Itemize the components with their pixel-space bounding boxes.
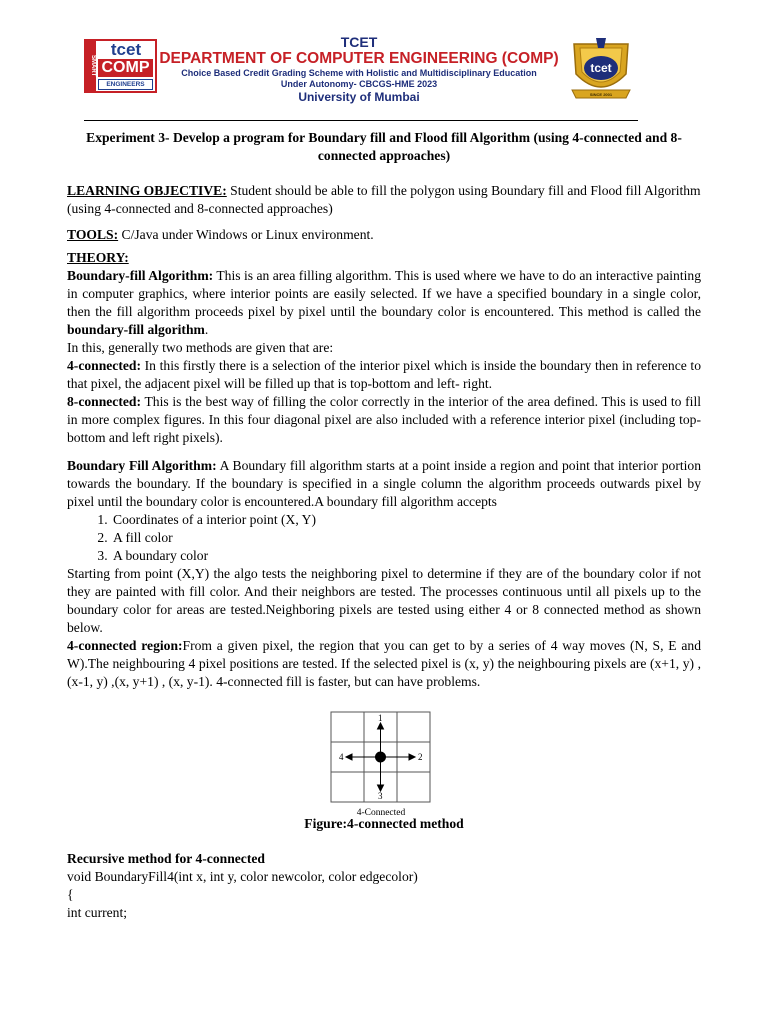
region4-label: 4-connected region: — [67, 638, 183, 653]
code-line: int current; — [67, 905, 128, 920]
list-item: 3. A boundary color — [111, 547, 701, 565]
theory-section — [67, 249, 701, 447]
logo-ribbon-text: SINCE 2001 — [589, 92, 613, 97]
header-text — [154, 34, 564, 105]
header-department: DEPARTMENT OF COMPUTER ENGINEERING (COMP) — [159, 50, 559, 67]
boundary-fill-text: This is an area filling algorithm. This is used where we have to do an interactive painting in computer graphics, where interior points are easily selected. If we have a specified boundary in a single color, then the fill algorithm proceeds pixel by pixel until the boundary color is encountered. This method is called the — [67, 268, 702, 319]
eight-connected-label: 8-connected: — [67, 394, 141, 409]
logo-right-text: tcet — [590, 61, 612, 75]
figure-inner-caption: 4-Connected — [356, 808, 406, 817]
logo-comp-text: COMP — [98, 59, 153, 77]
methods-intro: In this, generally two methods are given that are: — [67, 340, 334, 355]
center-pixel — [376, 752, 386, 762]
eight-connected-text: This is the best way of filling the color correctly in the interior of the area defined. This is used to fill in more complex figures. In this four diagonal pixel are also included with a reference interior pixel (including top-bottom and left right pixels). — [67, 394, 701, 445]
tools-text: C/Java under Windows or Linux environment. — [118, 227, 374, 242]
arrowhead-east — [409, 754, 415, 760]
header-divider — [84, 120, 638, 121]
tcet-seal-logo — [568, 34, 634, 102]
region4-text: From a given pixel, the region that you can get to by a series of 4 way moves (N, S, E and W).The neighbouring 4 pixel positions are tested. If the selected pixel is (x, y) the neighbouring pixels are (x+1, y) , (x-1, y) ,(x, y+1) , (x, y-1). 4-connected fill is faster, but can have problems. — [67, 638, 701, 689]
tcet-comp-logo — [84, 39, 157, 93]
code-line: void BoundaryFill4(int x, int y, color newcolor, color edgecolor) — [67, 869, 418, 884]
list-item: 2. A fill color — [111, 529, 701, 547]
logo-tcet-text: tcet — [110, 40, 142, 59]
boundary-fill-bold: boundary-fill algorithm — [67, 322, 205, 337]
learning-objective-text: Student should be able to fill the polygon using Boundary fill and Flood fill Algorithm (using 4-connected and 8-connected approaches) — [67, 183, 701, 216]
theory-heading: THEORY: — [67, 250, 129, 265]
boundary-fill-algorithm — [67, 457, 701, 691]
header-institute: TCET — [340, 34, 378, 50]
four-connected-figure — [330, 711, 432, 817]
learning-objective-label: LEARNING OBJECTIVE: — [67, 183, 227, 198]
header-autonomy: Under Autonomy- CBCGS-HME 2023 — [280, 79, 438, 89]
figure-label-4: 4 — [339, 752, 344, 762]
four-connected-text: In this firstly there is a selection of the interior pixel which is inside the boundary then in reference to that pixel, the adjacent pixel will be filled up that is top-bottom and left- right. — [67, 358, 701, 391]
learning-objective — [67, 182, 701, 218]
logo-smart-text: SMART — [86, 41, 96, 91]
boundary-fill-end: . — [204, 322, 209, 337]
logo-engineers-text: ENGINEERS — [98, 79, 153, 90]
bfa-inputs-list — [67, 511, 701, 565]
code-section — [67, 850, 701, 922]
header-university: University of Mumbai — [298, 90, 420, 104]
figure-label-2: 2 — [418, 752, 423, 762]
page-header — [84, 34, 644, 104]
figure-label-1: 1 — [378, 713, 383, 723]
experiment-title: Experiment 3- Develop a program for Boundary fill and Flood fill Algorithm (using 4-connected and 8-connected approaches) — [86, 130, 682, 163]
bfa-description: Starting from point (X,Y) the algo tests the neighboring pixel to determine if they are of the boundary color if not they are painted with fill color. And their neighbors are tested. The processes continuous until all pixels up to the boundary color for areas are tested.Neighboring pixels are tested using either 4 or 8 connected method as shown below. — [67, 566, 701, 635]
header-scheme: Choice Based Credit Grading Scheme with Holistic and Multidisciplinary Education — [181, 68, 537, 78]
arrowhead-west — [346, 754, 352, 760]
figure-label-3: 3 — [378, 791, 383, 801]
bfa-label: Boundary Fill Algorithm: — [67, 458, 217, 473]
list-item: 1. Coordinates of a interior point (X, Y) — [111, 511, 701, 529]
code-heading: Recursive method for 4-connected — [67, 851, 265, 866]
boundary-fill-label: Boundary-fill Algorithm: — [67, 268, 214, 283]
figure-caption: Figure:4-connected method — [304, 816, 464, 831]
four-connected-label: 4-connected: — [67, 358, 141, 373]
code-line: { — [67, 887, 74, 902]
arrowhead-north — [378, 723, 384, 729]
tools — [67, 226, 701, 244]
bfa-text: A Boundary fill algorithm starts at a point inside a region and point that interior portion towards the boundary. If the boundary is specified in a single column the algorithm proceeds outwards pixel by pixel until the boundary color is encountered.A boundary fill algorithm accepts — [67, 458, 701, 509]
tools-label: TOOLS: — [67, 227, 119, 242]
